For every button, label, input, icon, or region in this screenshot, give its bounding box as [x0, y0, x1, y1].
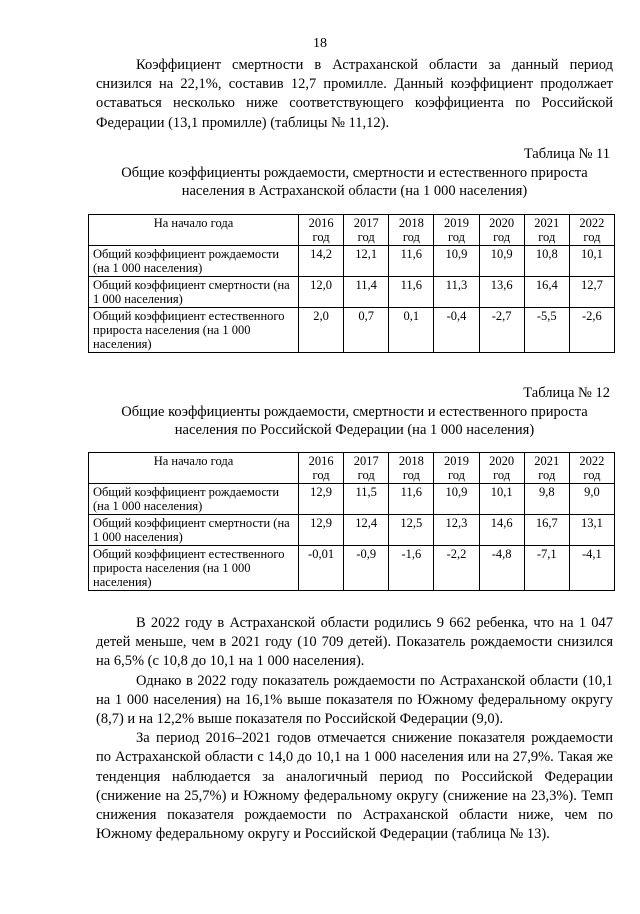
- cell: 2,0: [299, 308, 344, 353]
- paragraph: Однако в 2022 году показатель рождаемости по Астраханской области (10,1 на 1 000 населения) на 16,1% выше показателя по Южному федеральному округу (8,7) и на 12,2% выше показателя по Российской Федерации (9,0).: [96, 672, 613, 728]
- year-header: 2017 год: [344, 215, 389, 246]
- header-label: На начало года: [89, 453, 299, 484]
- cell: 16,7: [524, 515, 569, 546]
- cell: 0,1: [389, 308, 434, 353]
- row-label: Общий коэффициент рождаемости (на 1 000 населения): [89, 246, 299, 277]
- table-header-row: [89, 453, 615, 484]
- row-label: Общий коэффициент рождаемости (на 1 000 населения): [89, 484, 299, 515]
- row-label: Общий коэффициент смертности (на 1 000 населения): [89, 277, 299, 308]
- table-11-title: Общие коэффициенты рождаемости, смертности и естественного прироста населения в Астраханской области (на 1 000 населения): [121, 165, 588, 199]
- table-12: [88, 452, 615, 591]
- paragraph: В 2022 году в Астраханской области родились 9 662 ребенка, что на 1 047 детей меньше, чем в 2021 году (10 709 детей). Показатель рождаемости снизился на 6,5% (с 10,8 до 10,1 на 1 000 населения).: [96, 615, 613, 670]
- cell: -0,9: [344, 546, 389, 591]
- cell: 12,1: [344, 246, 389, 277]
- paragraph: За период 2016–2021 годов отмечается снижение показателя рождаемости по Астраханской области с 14,0 до 10,1 на 1 000 населения или на 27,9%. Такая же тенденция наблюдается за аналогичный период по Российской Федерации (снижение на 25,7%) и Южному федеральному округу (снижение на 23,3%). Темп снижения показателя рождаемости по Астраханской области ниже, чем по Южному федеральному округу и Российской Федерации (таблица № 13).: [96, 730, 613, 843]
- intro-paragraph: [96, 56, 613, 133]
- cell: 0,7: [344, 308, 389, 353]
- table-row: [89, 246, 615, 277]
- cell: -7,1: [524, 546, 569, 591]
- year-header: 2018 год: [389, 453, 434, 484]
- table-12-title: Общие коэффициенты рождаемости, смертности и естественного прироста населения по Российской Федерации (на 1 000 населения): [121, 404, 588, 438]
- year-header: 2022 год: [569, 215, 614, 246]
- cell: -4,8: [479, 546, 524, 591]
- cell: -2,2: [434, 546, 479, 591]
- cell: 11,5: [344, 484, 389, 515]
- cell: 10,8: [524, 246, 569, 277]
- cell: 11,3: [434, 277, 479, 308]
- cell: 10,1: [569, 246, 614, 277]
- year-header: 2020 год: [479, 453, 524, 484]
- cell: 11,4: [344, 277, 389, 308]
- cell: 12,7: [569, 277, 614, 308]
- paragraph: Коэффициент смертности в Астраханской области за данный период снизился на 22,1%, составив 12,7 промилле. Данный коэффициент продолжает оставаться несколько ниже соответствующего коэффициента по Российской Федерации (13,1 промилле) (таблицы № 11,12).: [96, 57, 613, 131]
- cell: -1,6: [389, 546, 434, 591]
- table-row: [89, 546, 615, 591]
- page-number: 18: [313, 36, 327, 51]
- cell: 14,2: [299, 246, 344, 277]
- table-row: [89, 484, 615, 515]
- cell: 10,9: [434, 246, 479, 277]
- year-header: 2020 год: [479, 215, 524, 246]
- year-header: 2016 год: [299, 453, 344, 484]
- cell: -2,6: [569, 308, 614, 353]
- cell: 12,9: [299, 515, 344, 546]
- cell: 9,8: [524, 484, 569, 515]
- table-11: [88, 214, 615, 353]
- cell: 10,1: [479, 484, 524, 515]
- cell: 11,6: [389, 277, 434, 308]
- table-12-number: Таблица № 12: [523, 385, 610, 401]
- cell: 13,1: [569, 515, 614, 546]
- cell: 12,9: [299, 484, 344, 515]
- cell: -2,7: [479, 308, 524, 353]
- year-header: 2022 год: [569, 453, 614, 484]
- body-text: [96, 614, 613, 844]
- year-header: 2019 год: [434, 453, 479, 484]
- cell: 11,6: [389, 484, 434, 515]
- cell: 13,6: [479, 277, 524, 308]
- cell: 9,0: [569, 484, 614, 515]
- table-header-row: [89, 215, 615, 246]
- table-row: [89, 515, 615, 546]
- year-header: 2021 год: [524, 215, 569, 246]
- cell: 11,6: [389, 246, 434, 277]
- year-header: 2017 год: [344, 453, 389, 484]
- row-label: Общий коэффициент естественного прироста населения (на 1 000 населения): [89, 546, 299, 591]
- cell: 12,5: [389, 515, 434, 546]
- cell: 16,4: [524, 277, 569, 308]
- row-label: Общий коэффициент естественного прироста населения (на 1 000 населения): [89, 308, 299, 353]
- row-label: Общий коэффициент смертности (на 1 000 населения): [89, 515, 299, 546]
- cell: 12,4: [344, 515, 389, 546]
- year-header: 2018 год: [389, 215, 434, 246]
- table-11-number: Таблица № 11: [523, 146, 610, 162]
- year-header: 2016 год: [299, 215, 344, 246]
- cell: -0,01: [299, 546, 344, 591]
- table-row: [89, 308, 615, 353]
- cell: 10,9: [434, 484, 479, 515]
- table-row: [89, 277, 615, 308]
- cell: -4,1: [569, 546, 614, 591]
- cell: 12,0: [299, 277, 344, 308]
- cell: 10,9: [479, 246, 524, 277]
- cell: 12,3: [434, 515, 479, 546]
- year-header: 2019 год: [434, 215, 479, 246]
- cell: 14,6: [479, 515, 524, 546]
- header-label: На начало года: [89, 215, 299, 246]
- cell: -5,5: [524, 308, 569, 353]
- cell: -0,4: [434, 308, 479, 353]
- year-header: 2021 год: [524, 453, 569, 484]
